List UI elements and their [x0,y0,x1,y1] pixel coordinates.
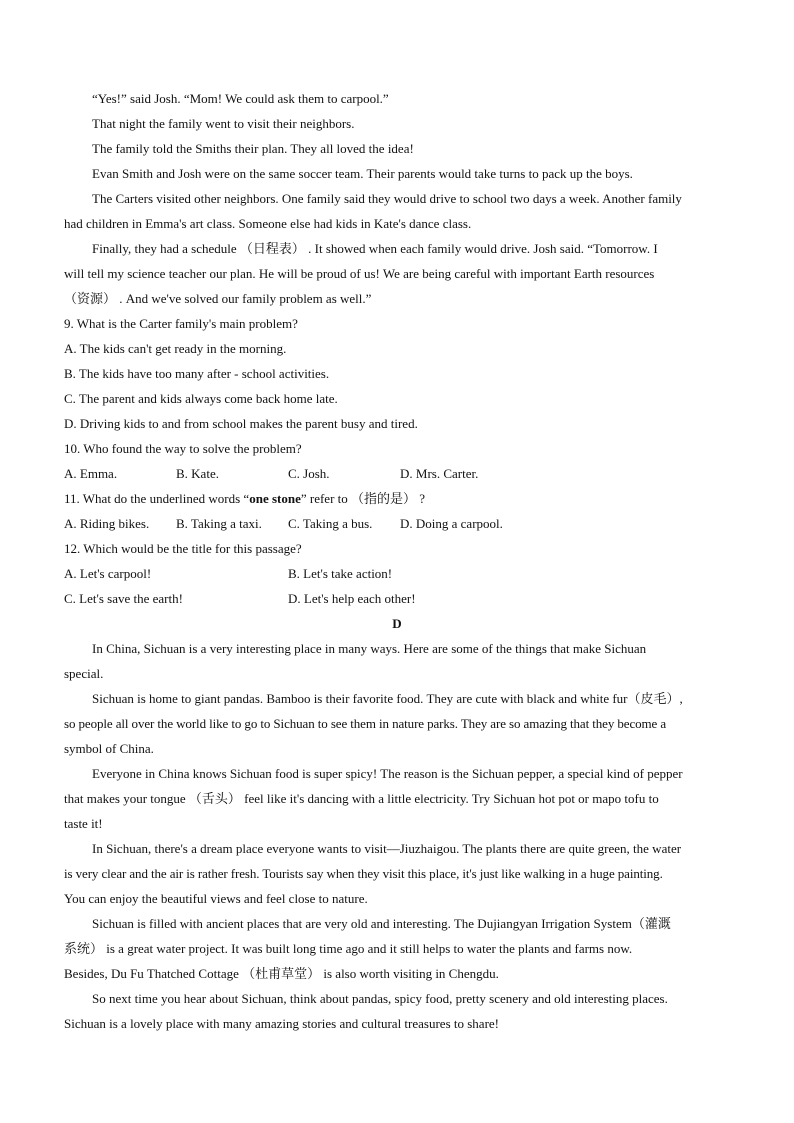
question-12-option-a: A. Let's carpool! [64,566,152,581]
passage-d-line: symbol of China. [64,741,154,756]
passage-c-line: The Carters visited other neighbors. One family said they would drive to school two days a week. Another family [92,191,682,206]
passage-d-line: In China, Sichuan is a very interesting place in many ways. Here are some of the things that make Sichuan [92,641,647,656]
passage-c-line: had children in Emma's art class. Someone else had kids in Kate's dance class. [64,216,472,231]
question-12-stem: 12. Which would be the title for this passage? [64,541,302,556]
question-11-option-b: B. Taking a taxi. [176,516,262,531]
passage-d-line: is very clear and the air is rather fresh. Tourists say when they visit this place, it's just like walking in a huge painting. [64,866,663,881]
section-d-heading: D [392,616,402,631]
question-9-option-b: B. The kids have too many after - school activities. [64,366,330,381]
passage-d-line: Sichuan is filled with ancient places that are very old and interesting. The Dujiangyan Irrigation System（灌溉 [92,916,671,931]
passage-c-line: “Yes!” said Josh. “Mom! We could ask them to carpool.” [92,91,389,106]
question-10-stem: 10. Who found the way to solve the problem? [64,441,302,456]
question-11-stem [64,490,736,508]
passage-d-line: Everyone in China knows Sichuan food is super spicy! The reason is the Sichuan pepper, a special kind of pepper [92,766,683,781]
question-11-option-a: A. Riding bikes. [64,516,150,531]
passage-d-line: Sichuan is home to giant pandas. Bamboo is their favorite food. They are cute with black and white fur（皮毛）, [92,691,683,706]
passage-d-line: In Sichuan, there's a dream place everyone wants to visit—Jiuzhaigou. The plants there are quite green, the water [92,841,682,856]
question-12-option-b: B. Let's take action! [288,566,393,581]
question-10-option-b: B. Kate. [176,466,219,481]
passage-d-line: special. [64,666,104,681]
passage-d-line: taste it! [64,816,103,831]
question-9-option-a: A. The kids can't get ready in the morning. [64,341,287,356]
question-10-option-c: C. Josh. [288,466,330,481]
passage-c-line: The family told the Smiths their plan. They all loved the idea! [92,141,414,156]
passage-d-line: You can enjoy the beautiful views and feel close to nature. [64,891,368,906]
question-10-option-a: A. Emma. [64,466,118,481]
question-12-option-c: C. Let's save the earth! [64,591,183,606]
passage-d-line: So next time you hear about Sichuan, think about pandas, spicy food, pretty scenery and old interesting places. [92,991,668,1006]
question-11-option-c: C. Taking a bus. [288,516,373,531]
passage-d-line: Sichuan is a lovely place with many amazing stories and cultural treasures to share! [64,1016,499,1031]
passage-c-line: Finally, they had a schedule （日程表） . It showed when each family would drive. Josh said. “Tomorrow. I [92,241,658,256]
question-11-underlined-words: one stone [249,491,301,506]
passage-d-line: so people all over the world like to go to Sichuan to see them in nature parks. They are so amazing that they become a [64,716,667,731]
passage-c-line: Evan Smith and Josh were on the same soccer team. Their parents would take turns to pack up the boys. [92,166,633,181]
question-9-option-c: C. The parent and kids always come back home late. [64,391,338,406]
question-9-option-d: D. Driving kids to and from school makes the parent busy and tired. [64,416,418,431]
question-10-option-d: D. Mrs. Carter. [400,466,479,481]
passage-d-line: that makes your tongue （舌头） feel like it's dancing with a little electricity. Try Sichuan hot pot or mapo tofu to [64,791,659,806]
passage-c-line: will tell my science teacher our plan. He will be proud of us! We are being careful with important Earth resources [64,266,655,281]
question-11-stem-start: 11. What do the underlined words “ [64,491,250,506]
passage-d-line: Besides, Du Fu Thatched Cottage （杜甫草堂） is also worth visiting in Chengdu. [64,966,499,981]
passage-c-line: That night the family went to visit their neighbors. [92,116,355,131]
question-11-option-d: D. Doing a carpool. [400,516,503,531]
passage-c-line: （资源） . And we've solved our family problem as well.” [64,291,372,306]
passage-d-line: 系统） is a great water project. It was built long time ago and it still helps to water the plants and farms now. [64,941,633,956]
question-9-stem: 9. What is the Carter family's main problem? [64,316,298,331]
question-11-stem-end: ” refer to （指的是） ? [300,491,426,506]
question-12-option-d: D. Let's help each other! [288,591,416,606]
